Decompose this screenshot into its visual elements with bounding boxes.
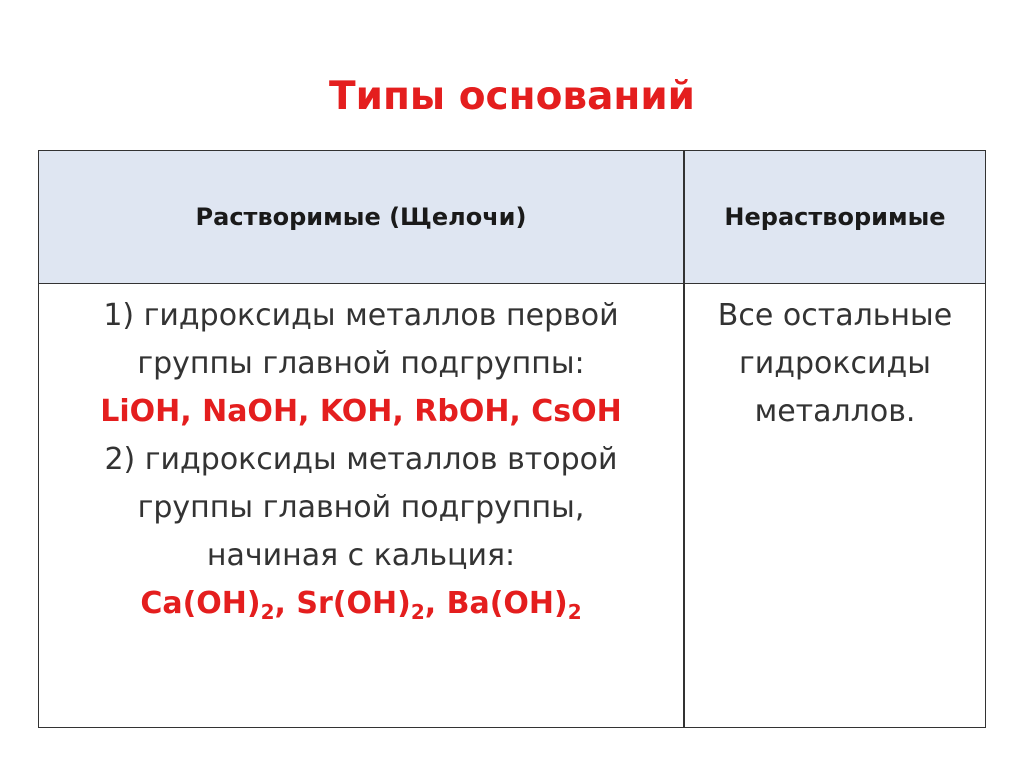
insoluble-text-line1: Все остальные [717, 298, 953, 333]
group2-text-line1: 2) гидроксиды металлов второй [104, 442, 618, 477]
group1-text-line1: 1) гидроксиды металлов первой [103, 298, 619, 333]
group1-formulas: LiOH, NaOH, KOH, RbOH, CsOH [100, 394, 622, 429]
formula-calcium-hydroxide: Ca(OH) [140, 586, 261, 621]
formula-subscript: 2 [260, 600, 275, 624]
page-title: Типы оснований [329, 74, 695, 119]
formula-separator: , [274, 586, 297, 621]
formula-separator: , [424, 586, 447, 621]
group2-text-line2: группы главной подгруппы, [137, 490, 585, 525]
formula-barium-hydroxide: Ba(OH) [446, 586, 568, 621]
soluble-cell [39, 292, 683, 628]
formula-subscript: 2 [567, 600, 582, 624]
insoluble-cell [685, 292, 985, 436]
formula-subscript: 2 [410, 600, 425, 624]
header-soluble: Растворимые (Щелочи) [195, 202, 527, 231]
insoluble-text-line3: металлов. [754, 394, 916, 429]
formula-strontium-hydroxide: Sr(OH) [296, 586, 411, 621]
group2-formulas [39, 580, 683, 628]
bases-table [38, 150, 986, 728]
insoluble-text-line2: гидроксиды [739, 346, 931, 381]
group1-text-line2: группы главной подгруппы: [137, 346, 585, 381]
column-divider [683, 151, 685, 727]
table-header-row [39, 151, 985, 284]
group2-text-line3: начиная с кальция: [206, 538, 516, 573]
header-insoluble: Нерастворимые [724, 202, 946, 231]
